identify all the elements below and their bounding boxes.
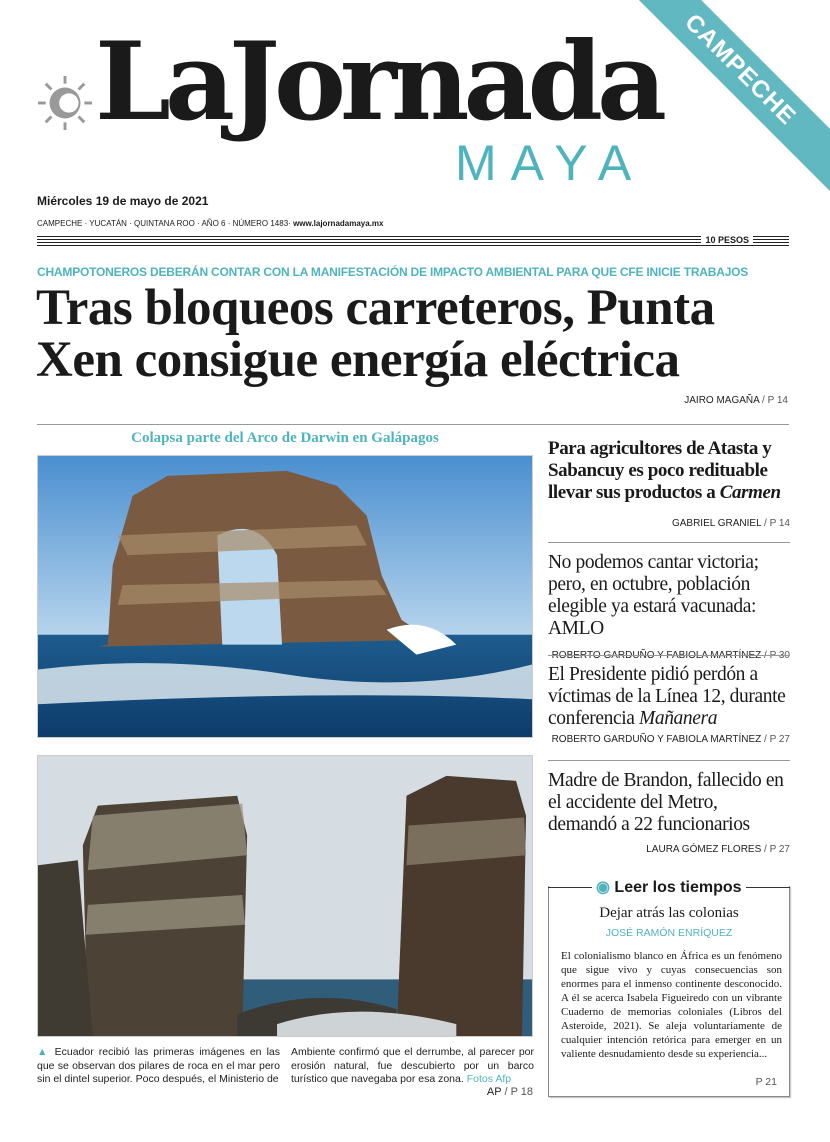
story-headline[interactable]: El Presidente pidió perdón a víctimas de la Línea 12, durante conferencia — [548, 664, 786, 729]
photo-byline — [487, 1086, 533, 1098]
website-link[interactable]: www.lajornadamaya.mx — [293, 219, 384, 228]
story-headline-italic: Mañanera — [639, 708, 718, 729]
story-2[interactable] — [548, 552, 790, 661]
page-ref: / P 27 — [764, 844, 790, 855]
sun-logo-icon — [36, 74, 94, 132]
photo-story-title[interactable]: Colapsa parte del Arco de Darwin en Galápagos — [131, 430, 439, 446]
darwin-arch-photo-before — [37, 455, 533, 738]
caption-text: Ambiente confirmó que el derrumbe, al parecer por erosión natural, fue descubierto por un barco turístico que navegaba por esa zona. — [291, 1046, 534, 1085]
lead-headline[interactable]: Tras bloqueos carreteros, Punta Xen consigue energía eléctrica — [36, 280, 715, 388]
price-rule — [37, 236, 789, 246]
edition-ribbon: CAMPECHE — [618, 0, 830, 192]
story-headline[interactable]: Madre de Brandon, fallecido en el accidente del Metro, demandó a 22 funcionarios — [548, 770, 784, 835]
page-ref: / P 27 — [764, 734, 790, 745]
column-body: El colonialismo blanco en África es un fenómeno que sigue vivo y cuyas consecuencias son enormes para el inmenso continente desconocido. A él se acerca Isabela Figueiredo con un vibrante Cuaderno de memorias coloniales (Libros del Asteroide, 2021). Se aleja voluntariamente de cualquier intención retórica para emerger en un valiente desnudamiento desde su experiencia... — [561, 950, 782, 1060]
page-ref: / P 14 — [764, 518, 790, 529]
darwin-arch-photo-after — [37, 755, 533, 1037]
story-headline-italic: Carmen — [719, 482, 781, 503]
page-ref: / P 14 — [762, 395, 788, 406]
section-label: Leer los tiempos — [614, 879, 742, 896]
column-page: P 21 — [755, 1076, 777, 1088]
price: 10 PESOS — [701, 235, 753, 245]
photo-caption-left — [37, 1046, 280, 1087]
issue-date: Miércoles 19 de mayo de 2021 — [37, 194, 209, 208]
column-box — [548, 886, 790, 1097]
column-author: JOSÉ RAMÓN ENRÍQUEZ — [605, 927, 733, 939]
story-headline[interactable]: No podemos cantar victoria; pero, en octubre, población elegible ya estará vacunada: AMLO — [548, 552, 759, 639]
author: JAIRO MAGAÑA — [684, 395, 760, 406]
photo-caption-right — [291, 1046, 534, 1087]
logo-la-jornada: LaJornada — [95, 19, 661, 145]
caption-text: Ecuador recibió las primeras imágenes en las que se observan dos pilares de roca en el mar pero sin el dintel superior. Poco después, el Ministerio de — [37, 1046, 280, 1085]
column-header — [548, 877, 790, 897]
author: LAURA GÓMEZ FLORES — [646, 844, 762, 855]
column-title[interactable]: Dejar atrás las colonias — [599, 905, 739, 921]
story-4[interactable] — [548, 770, 790, 855]
logo-maya: MAYA — [455, 135, 646, 191]
lead-byline — [684, 395, 788, 406]
issue-meta — [37, 219, 383, 228]
story-1[interactable] — [548, 438, 790, 529]
author: ROBERTO GARDUÑO Y FABIOLA MARTÍNEZ — [551, 734, 762, 745]
triangle-icon: ▲ — [37, 1046, 50, 1058]
lead-kicker: CHAMPOTONEROS DEBERÁN CONTAR CON LA MANIFESTACIÓN DE IMPACTO AMBIENTAL PARA QUE CFE INICIE TRABAJOS — [37, 265, 749, 279]
issue-info: CAMPECHE · YUCATÁN · QUINTANA ROO · AÑO 6 · NÚMERO 1483· — [37, 219, 291, 228]
column-section — [592, 877, 746, 897]
author: GABRIEL GRANIEL — [671, 518, 762, 529]
page-ref: / P 18 — [504, 1086, 533, 1098]
story-3[interactable] — [548, 664, 790, 745]
sun-icon: ◉ — [596, 879, 610, 896]
story-headline[interactable]: Para agricultores de Atasta y Sabancuy es poco redituable llevar sus productos a — [548, 438, 772, 503]
source: AP — [486, 1086, 502, 1098]
photo-credit: Fotos Afp — [466, 1073, 512, 1085]
